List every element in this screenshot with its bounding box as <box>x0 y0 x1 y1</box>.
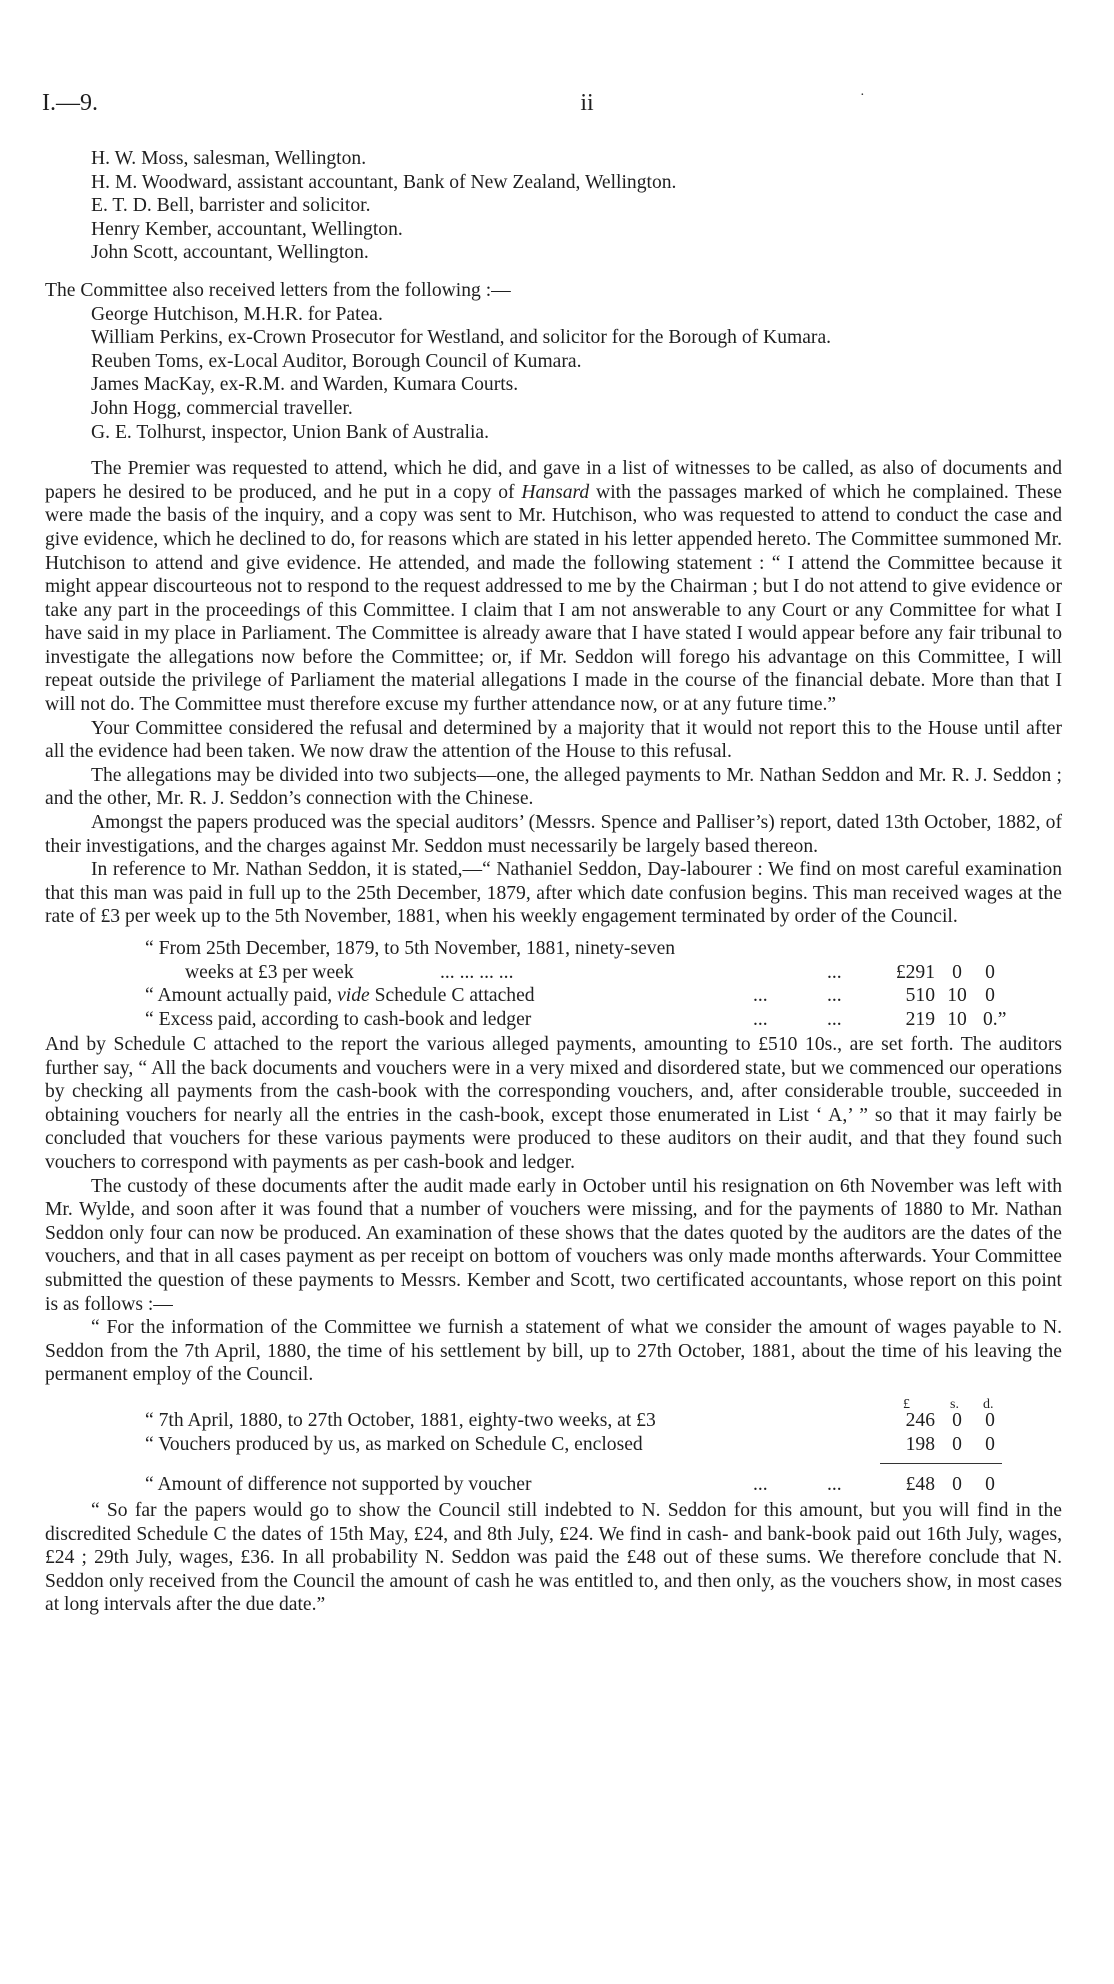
statement-label <box>145 984 535 1008</box>
amount-pounds: 198 <box>905 1433 935 1455</box>
letters-intro: The Committee also received letters from the following :— <box>45 279 511 301</box>
letter-item: George Hutchison, M.H.R. for Patea. <box>91 303 383 325</box>
statement-label: “ Excess paid, according to cash-book and ledger <box>145 1008 532 1030</box>
column-head-shillings: s. <box>950 1396 959 1412</box>
amount-pounds: £291 <box>895 961 935 983</box>
leader-dots: ... <box>753 1008 768 1030</box>
leader-dots: ... ... ... ... <box>440 961 514 983</box>
amount-pence: 0 <box>985 961 995 983</box>
witness-item: H. M. Woodward, assistant accountant, Bank of New Zealand, Wellington. <box>91 171 677 193</box>
paper-reference: I.—9. <box>42 90 98 116</box>
amount-shillings: 0 <box>952 961 962 983</box>
witness-item: Henry Kember, accountant, Wellington. <box>91 218 403 240</box>
stray-mark: · <box>860 88 865 103</box>
statement-label: “ Vouchers produced by us, as marked on Schedule C, enclosed <box>145 1433 643 1455</box>
paragraph-premier <box>45 457 1062 717</box>
sum-rule <box>880 1463 1002 1464</box>
statement-row <box>45 961 1062 985</box>
amount-pence: 0.” <box>983 1008 1007 1030</box>
witness-item: E. T. D. Bell, barrister and solicitor. <box>91 195 371 217</box>
amount-shillings: 0 <box>952 1409 962 1431</box>
column-head-pence: d. <box>983 1396 994 1412</box>
amount-shillings: 0 <box>952 1473 962 1495</box>
amount-pence: 0 <box>985 1433 995 1455</box>
paragraph-schedule-c: And by Schedule C attached to the report the various alleged payments, amounting to £510 10s., are set forth. The auditors further say, “ All the back documents and vouchers were in a very mixed and disordered state, but we commenced our operations by checking all payments from the cash-book with the corresponding vouchers, and, after considerable trouble, succeeded in obtaining vouchers for nearly all the entries in the cash-book, except those enumerated in List ‘ A,’ ” so that it may fairly be concluded that vouchers for these various payments were produced to these auditors on their audit, and that they found such vouchers to correspond with payments as per cash-book and ledger. <box>45 1034 1062 1173</box>
amount-pounds: 219 <box>905 1008 935 1030</box>
leader-dots: ... <box>827 985 842 1007</box>
amount-pounds: 510 <box>905 985 935 1007</box>
letter-item: James MacKay, ex-R.M. and Warden, Kumara Courts. <box>91 374 519 396</box>
witness-list <box>45 147 1062 265</box>
letter-item: G. E. Tolhurst, inspector, Union Bank of Australia. <box>91 421 490 443</box>
paragraph-text: with the passages marked of which he complained. These were made the basis of the inquiry, and a copy was sent to Mr. Hutchison, who was requested to attend to conduct the case and give evidence, which he declined to do, for reasons which are stated in his letter appended hereto. The Committee summoned Mr. Hutchison to attend and give evidence. He attended, and made the following statement : “ I attend the Committee because it might appear discourteous not to respond to the request addressed to me by the Chairman ; but I do not attend to give evidence or take any part in the proceedings of this Committee. I claim that I am not answerable to any Court or any Committee for what I have said in my place in Parliament. The Committee is already aware that I have stated I would appear before any fair tribunal to investigate the allegations now before the Committee; or, if Mr. Seddon will forego his advantage on this Committee, I will repeat outside the privilege of Parliament the material allegations I made in the course of the financial debate. More than that I will not do. The Committee must therefore excuse my further attendance now, or at any future time.” <box>45 481 1062 716</box>
page-header <box>42 90 1062 120</box>
paragraph-custody: The custody of these documents after the audit made early in October until his resignation on 6th November was left with Mr. Wylde, and soon after it was found that a number of vouchers were missing, and for the payments of 1880 to Mr. Nathan Seddon only four can now be produced. An examination of these shows that the dates quoted by the auditors are the dates of the vouchers, and that in all cases payment as per receipt on bottom of vouchers was only made months afterwards. Your Committee submitted the question of these payments to Messrs. Kember and Scott, two certificated accountants, whose report on this point is as follows :— <box>45 1175 1062 1315</box>
statement-row <box>45 1409 1062 1433</box>
amount-pence: 0 <box>985 1473 995 1495</box>
statement-label: “ From 25th December, 1879, to 5th November, 1881, ninety-seven <box>145 938 676 959</box>
leader-dots: ... <box>827 1473 842 1495</box>
statement-row <box>45 1433 1062 1457</box>
amount-pence: 0 <box>985 985 995 1007</box>
statement-label: “ Amount of difference not supported by voucher <box>145 1473 532 1495</box>
label-text: Schedule C attached <box>369 985 535 1007</box>
amount-pounds: 246 <box>905 1409 935 1431</box>
amount-shillings: 10 <box>947 985 967 1007</box>
statement-wages-payable <box>45 1391 1062 1499</box>
paragraph-auditors-report: Amongst the papers produced was the special auditors’ (Messrs. Spence and Palliser’s) report, dated 13th October, 1882, of their investigations, and the charges against Mr. Seddon must necessarily be largely based thereon. <box>45 812 1062 857</box>
leader-dots: ... <box>827 961 842 983</box>
amount-shillings: 0 <box>952 1433 962 1455</box>
letters-list <box>45 303 1062 445</box>
page-number: ii <box>580 90 594 116</box>
statement-row <box>45 1008 1062 1032</box>
paragraph-text: The Premier was requested to attend, which he did, and gave in a list of witnesses to be called, as also of documents and papers he desired to be produced, and he put in a copy of <box>45 458 1062 503</box>
amount-shillings: 10 <box>947 1008 967 1030</box>
statement-row <box>45 984 1062 1008</box>
label-text: “ Amount actually paid, <box>145 985 338 1007</box>
paragraph-allegations: The allegations may be divided into two subjects—one, the alleged payments to Mr. Nathan Seddon and Mr. R. J. Seddon ; and the other, Mr. R. J. Seddon’s connection with the Chinese. <box>45 764 1062 810</box>
letter-item: Reuben Toms, ex-Local Auditor, Borough Council of Kumara. <box>91 350 582 372</box>
hansard-italic: Hansard <box>521 481 590 503</box>
paragraph-refusal: Your Committee considered the refusal and determined by a majority that it would not report this to the House until after all the evidence had been taken. We now draw the attention of the House to this refusal. <box>45 717 1062 763</box>
leader-dots: ... <box>827 1008 842 1030</box>
paragraph-nathan-seddon: In reference to Mr. Nathan Seddon, it is stated,—“ Nathaniel Seddon, Day-labourer : We find on most careful examination that this man was paid in full up to the 25th December, 1879, after which date confusion begins. This man received wages at the rate of £3 per week up to the 5th November, 1881, when his weekly engagement terminated by order of the Council. <box>45 859 1062 928</box>
amount-pence: 0 <box>985 1409 995 1431</box>
statement-label: “ 7th April, 1880, to 27th October, 1881, eighty-two weeks, at £3 <box>145 1409 656 1431</box>
body-text <box>45 147 1062 1617</box>
statement-wages-1881 <box>45 937 1062 1033</box>
statement-label: weeks at £3 per week <box>185 961 354 983</box>
vide-italic: vide <box>337 985 370 1007</box>
letter-item: William Perkins, ex-Crown Prosecutor for Westland, and solicitor for the Borough of Kumara. <box>91 327 832 349</box>
statement-row <box>45 1473 1062 1497</box>
paragraph-accountants: “ For the information of the Committee we furnish a statement of what we consider the amount of wages payable to N. Seddon from the 7th April, 1880, the time of his settlement by bill, up to 27th October, 1881, about the time of his leaving the permanent employ of the Council. <box>45 1317 1062 1386</box>
paragraph-conclusion: “ So far the papers would go to show the Council still indebted to N. Seddon for this amount, but you will find in the discredited Schedule C the dates of 15th May, £24, and 8th July, £24. We find in cash- and bank-book paid out 16th July, wages, £24 ; 29th July, wages, £36. In all probability N. Seddon was paid the £48 out of these sums. We therefore conclude that N. Seddon only received from the Council the amount of cash he was entitled to, and then only, as the vouchers show, in most cases at long intervals after the due date.” <box>45 1499 1062 1616</box>
statement-row <box>45 937 1062 961</box>
leader-dots: ... <box>753 1473 768 1495</box>
letter-item: John Hogg, commercial traveller. <box>91 397 353 419</box>
column-head-pounds: £ <box>903 1396 910 1412</box>
witness-item: John Scott, accountant, Wellington. <box>91 242 369 264</box>
witness-item: H. W. Moss, salesman, Wellington. <box>91 148 367 169</box>
leader-dots: ... <box>753 985 768 1007</box>
amount-pounds: £48 <box>905 1473 935 1495</box>
